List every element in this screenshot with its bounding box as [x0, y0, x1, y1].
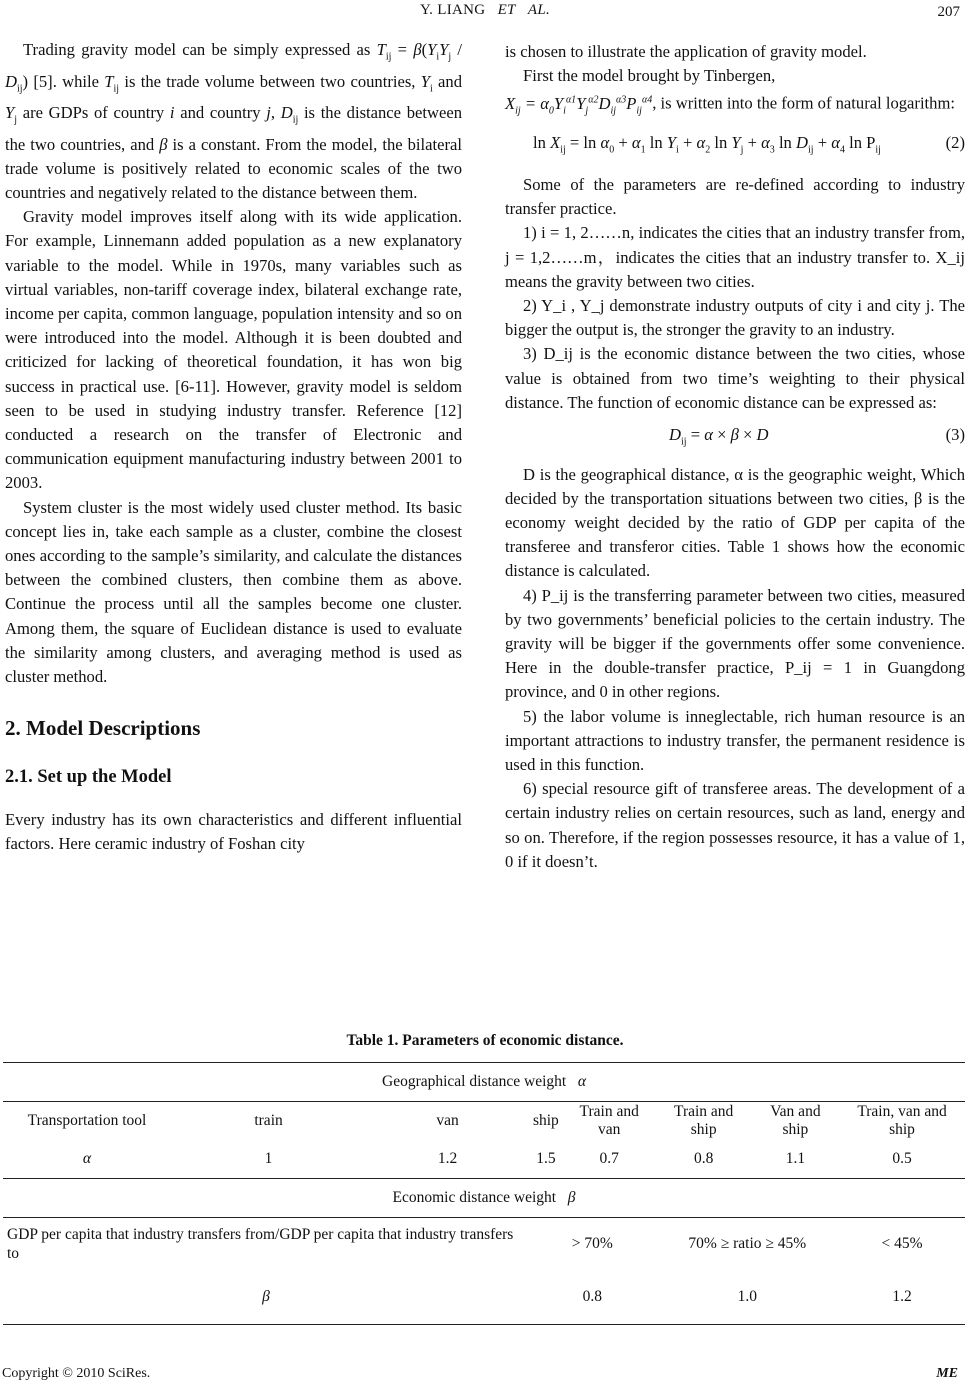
table-row: [3, 1063, 965, 1102]
alpha-symbol: α: [82, 1150, 92, 1167]
table-cell: 1.5: [536, 1150, 556, 1167]
section-title: 2. Model Descriptions: [5, 716, 201, 741]
table-row: [3, 1102, 965, 1141]
table-cell: Train, van and ship: [839, 1102, 965, 1141]
table-cell: 0.8: [529, 1270, 656, 1325]
table-row: [3, 1140, 965, 1179]
item-6: 6) special resource gift of transferee areas. The development of a certain industry relies on certain resources, such as land, energy and so on. Therefore, if the region possesses resource, it has a value of 1, 0 if it doesn’t.: [505, 779, 965, 871]
right-column: [505, 40, 965, 874]
paragraph-redefined: Some of the parameters are re-defined according to industry transfer practice.: [505, 174, 965, 219]
table-cell: 70% ≥ ratio ≥ 45%: [656, 1218, 839, 1271]
gdp-ratio-label: GDP per capita that industry transfers from/GDP per capita that industry transfers to: [3, 1218, 529, 1271]
table-economic-distance: [3, 1062, 965, 1325]
equation-3: $D_{ij} = \alpha \times \beta \times D$ (3): [669, 425, 965, 448]
table-row: [3, 1218, 965, 1271]
item-5: 5) the labor volume is inneglectable, rich human resource is an important attractions to industry transfer, the permanent residence is used in this function.: [505, 706, 965, 774]
item-2: 2) Y_i , Y_j demonstrate industry outputs of city i and city j. The bigger the output is, the stronger the gravity to an industry.: [505, 295, 965, 340]
table-row: [3, 1179, 965, 1218]
econ-weight-header: Economic distance weight β: [3, 1179, 965, 1218]
table-cell: van: [366, 1102, 529, 1141]
item-1: 1) i = 1, 2……n, indicates the cities that an industry transfer from, j = 1,2……m，indicates the cities that an industry transfer to. X_ij means the gravity between two cities.: [505, 223, 965, 291]
table-cell: Train and van: [563, 1102, 656, 1141]
table-cell: 1: [264, 1150, 273, 1167]
equation-2-number: (2): [945, 133, 965, 153]
table-cell: ship: [529, 1102, 563, 1141]
table-cell: 1.2: [437, 1150, 458, 1167]
table-cell: train: [171, 1102, 366, 1141]
table-cell: 0.5: [892, 1150, 912, 1167]
equation-3-number: (3): [945, 425, 965, 444]
table-cell: 0.8: [693, 1150, 714, 1167]
table-cell: Train and ship: [656, 1102, 752, 1141]
paragraph-tinbergen-equation: $X_{ij} = \alpha_0Y_i^{\alpha 1}Y_j^{\alpha 2}D_{ij}^{\alpha 3}P_{ij}^{\alpha 4}$, is written into the form of natural logarithm:: [505, 93, 955, 117]
item-4: 4) P_ij is the transferring parameter between two cities, measured by two governments’ beneficial policies to the certain industry. The gravity will be bigger if the governments offer some convenience. Here in the double-transfer practice, P_ij = 1 in Guangdong province, and 0 in other regions.: [505, 585, 965, 702]
table-cell: 1.2: [839, 1270, 965, 1325]
table-cell: Van and ship: [752, 1102, 839, 1141]
copyright-footer: Copyright © 2010 SciRes.: [2, 1366, 151, 1381]
table-cell: 1.0: [656, 1270, 839, 1325]
paragraph-geographical-distance: D is the geographical distance, α is the geographic weight, Which decided by the transportation situations between two cities, β is the economy weight decided by the ratio of GDP per capita of the transferee and transferor cities. Table 1 shows how the economic distance is calculated.: [505, 464, 965, 581]
paragraph-trading-gravity: Trading gravity model can be simply expressed as $T_{ij} = \beta(Y_iY_j / D_{ij})$ [5]. while $T_{ij}$ is the trade volume between two countries, $Y_i$ and $Y_j$ are GDPs of country i and country j, $D_{ij}$ is the distance between the two countries, and β is a constant. From the model, the bilateral trade volume is positively related to economic scales of the two countries and negatively related to the distance between them.: [5, 40, 463, 202]
journal-abbrev: ME: [936, 1366, 958, 1381]
table-cell: 1.1: [785, 1150, 806, 1167]
left-column: [5, 38, 462, 857]
page-number: 207: [937, 4, 960, 20]
item-3: 3) D_ij is the economic distance between the two cities, whose value is obtained from two time’s weighting to their physical distance. The function of economic distance can be expressed as:: [505, 344, 965, 412]
table-row: [3, 1270, 965, 1325]
paragraph-tinbergen-intro: First the model brought by Tinbergen,: [523, 66, 776, 86]
table-cell: 0.7: [599, 1150, 619, 1167]
paragraph-chosen: is chosen to illustrate the application of gravity model.: [505, 42, 867, 61]
table-caption: Table 1. Parameters of economic distance.: [346, 1032, 624, 1049]
transport-label: Transportation tool: [3, 1102, 171, 1141]
table-cell: > 70%: [529, 1218, 656, 1271]
equation-2: $\ln X_{ij} = \ln \alpha_0 + \alpha_1$ $\ln Y_i + \alpha_2$ $\ln Y_j + \alpha_3$ $\ln D_{ij} + \alpha_4$ $\ln P_{ij}$ (2): [533, 133, 965, 156]
beta-symbol: β: [3, 1270, 529, 1325]
subsection-title: 2.1. Set up the Model: [5, 767, 172, 788]
paragraph-every-industry: Every industry has its own characteristics and different influential factors. Here ceramic industry of Foshan city: [5, 810, 462, 854]
paragraph-system-cluster: System cluster is the most widely used cluster method. Its basic concept lies in, take each sample as a cluster, combine the closest ones according to the sample’s similarity, and calculate the distances between the combined clusters, then combine them as above. Continue the process until all the samples become one cluster. Among them, the square of Euclidean distance is used to evaluate the similarity among clusters, and averaging method is used as cluster method.: [5, 497, 462, 687]
equation-1: $X_{ij} = \alpha_0Y_i^{\alpha 1}Y_j^{\alpha 2}D_{ij}^{\alpha 3}P_{ij}^{\alpha 4}$: [505, 93, 653, 117]
geo-weight-header: Geographical distance weight α: [3, 1063, 965, 1102]
running-header-authors: Y. LIANG ET AL.: [419, 2, 551, 18]
table-cell: < 45%: [839, 1218, 965, 1271]
paragraph-gravity-improves: Gravity model improves itself along with its wide application. For example, Linnemann added population as a new explanatory variable to the model. While in 1970s, many variables such as virtual variables, non-tariff coverage index, bilateral exchange rate, income per capita, common language, population intensity and so on were introduced into the model. Although it is been doubted and criticized for lacking of theoretical foundation, it has won big success in practical use. [6-11]. However, gravity model is seldom seen to be used in studying industry transfer. Reference [12] conducted a research on the transfer of Electronic and communication equipment manufacturing industry between 2001 to 2003.: [5, 207, 462, 493]
